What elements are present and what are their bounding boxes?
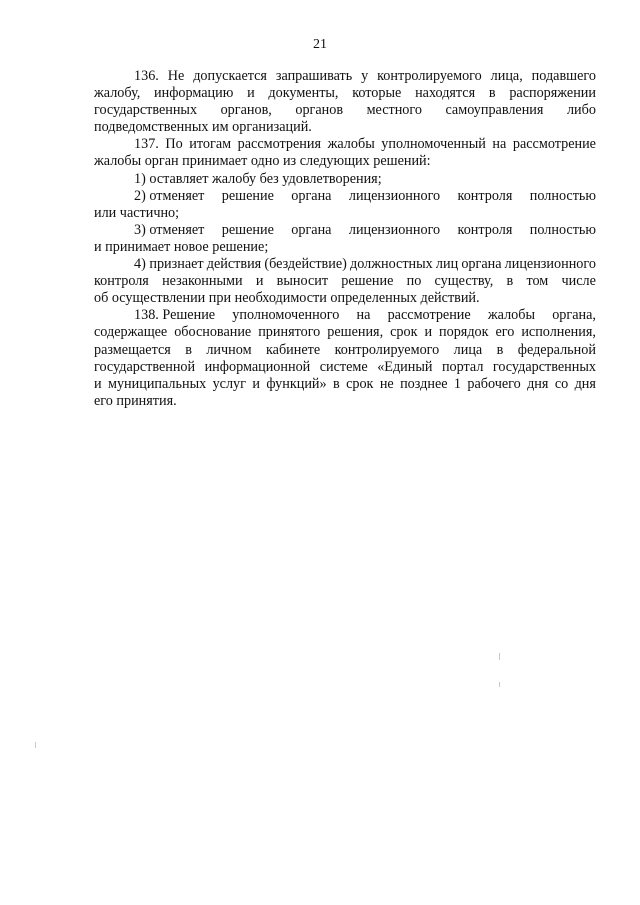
text-word: лица, — [490, 68, 523, 84]
text-word: решение — [221, 221, 274, 238]
text-word: которые — [352, 85, 402, 102]
text-word: и — [424, 324, 433, 341]
text-word: документы, — [268, 85, 339, 102]
text-word: незаконными — [162, 273, 243, 290]
text-word: информацию — [154, 85, 234, 102]
text-word: позднее — [400, 375, 448, 392]
text-word: контроля — [457, 221, 513, 238]
text-word: и принимает новое решение; — [94, 238, 269, 255]
text-word: государственных — [492, 358, 596, 375]
text-word: решение — [221, 187, 274, 204]
text-word: кабинете — [265, 341, 321, 358]
text-word: в — [506, 273, 514, 290]
text-line — [94, 273, 596, 290]
text-word: (бездействие) — [264, 256, 347, 273]
text-word: «Единый — [377, 358, 433, 375]
text-word: По — [165, 136, 183, 153]
text-word: распоряжении — [509, 85, 596, 102]
text-word: жалобы орган принимает одно из следующих решений: — [94, 153, 431, 170]
scan-speck — [499, 653, 500, 660]
text-word: решение — [341, 273, 394, 290]
text-word: лица — [453, 341, 483, 358]
text-line — [94, 239, 596, 256]
text-line — [94, 171, 596, 188]
text-word: его принятия. — [94, 392, 177, 409]
text-word: и — [94, 375, 102, 392]
text-word: федеральной — [517, 341, 596, 358]
text-word: находятся — [415, 85, 476, 102]
text-word: портал — [441, 358, 484, 375]
text-word: органа — [291, 187, 332, 204]
text-word: Не — [167, 68, 185, 84]
text-word: самоуправления — [445, 102, 544, 119]
text-word: органа — [291, 221, 332, 238]
text-word: по — [406, 273, 422, 290]
text-word: уполномоченного — [232, 307, 340, 324]
text-word: рабочего — [467, 375, 521, 392]
text-word: дня — [574, 375, 596, 392]
text-word: государственных — [94, 102, 198, 119]
text-line — [94, 342, 596, 359]
text-word: контроля — [457, 187, 513, 204]
text-word: не — [379, 375, 394, 392]
text-word: полностью — [529, 187, 596, 204]
text-word: в — [488, 85, 496, 102]
text-word: муниципальных — [107, 375, 207, 392]
text-word: 1 — [453, 375, 462, 392]
text-word: запрашивать — [275, 68, 353, 84]
text-word: и — [252, 375, 260, 392]
text-word: существу, — [434, 273, 494, 290]
text-word: лицензионного — [348, 221, 441, 238]
text-line — [94, 119, 596, 136]
text-line — [94, 256, 596, 273]
text-word: системе — [319, 358, 368, 375]
text-word: лиц — [435, 256, 459, 273]
text-word: подведомственных им организаций. — [94, 119, 312, 136]
text-word: итогам — [189, 136, 232, 153]
text-word: лицензионного — [348, 187, 441, 204]
text-line — [94, 359, 596, 376]
text-word: местного — [366, 102, 422, 119]
text-word: органов, — [220, 102, 272, 119]
text-word: рассмотрение — [387, 307, 471, 324]
text-word: лицензионного — [504, 256, 596, 273]
text-line — [94, 188, 596, 205]
text-word: обоснование — [174, 324, 252, 341]
text-line — [94, 290, 596, 307]
text-line — [94, 205, 596, 222]
text-word: решения, — [327, 324, 384, 341]
text-line — [94, 85, 596, 102]
text-word: 136. — [134, 68, 159, 84]
text-word: на — [356, 307, 371, 324]
text-word: допускается — [193, 68, 267, 84]
text-line — [94, 68, 596, 85]
text-line — [94, 136, 596, 153]
text-word: том — [526, 273, 549, 290]
text-word: в — [332, 375, 340, 392]
text-word: жалобы — [487, 307, 536, 324]
text-word: принятого — [258, 324, 321, 341]
text-word: рассмотрение — [512, 136, 596, 153]
text-word: подавшего — [531, 68, 596, 84]
text-word: функций» — [266, 375, 327, 392]
text-word: в — [496, 341, 504, 358]
text-word: личном — [206, 341, 252, 358]
text-word: числе — [561, 273, 596, 290]
text-word: и — [247, 85, 255, 102]
text-word: порядок — [439, 324, 489, 341]
text-word: должностных — [350, 256, 433, 273]
text-line — [94, 324, 596, 341]
scan-speck — [499, 682, 500, 687]
text-word: рассмотрения — [237, 136, 322, 153]
text-line — [94, 307, 596, 324]
text-word: 3) отменяет — [134, 221, 205, 238]
text-word: контроля — [94, 273, 149, 290]
text-word: действия — [206, 256, 262, 273]
text-word: жалобы — [327, 136, 375, 153]
text-word: дня — [527, 375, 549, 392]
text-line — [94, 376, 596, 393]
text-word: 4) признает — [134, 256, 204, 273]
text-word: в — [185, 341, 192, 358]
text-line — [94, 222, 596, 239]
scan-speck — [35, 742, 36, 748]
text-line — [94, 393, 596, 410]
text-line — [94, 153, 596, 170]
text-word: исполнения, — [521, 324, 596, 341]
text-word: органов — [295, 102, 344, 119]
text-word: услуг — [212, 375, 246, 392]
text-word: срок — [346, 375, 374, 392]
text-line — [94, 102, 596, 119]
text-word: 137. — [134, 136, 159, 153]
text-word: у — [361, 68, 369, 84]
text-word: государственной — [94, 358, 196, 375]
text-word: на — [492, 136, 507, 153]
text-word: и — [255, 273, 264, 290]
text-word: органа — [461, 256, 502, 273]
text-word: жалобу, — [94, 85, 141, 102]
text-word: со — [554, 375, 569, 392]
text-word: об осуществлении при необходимости определенных действий. — [94, 290, 480, 307]
text-word: 138. Решение — [134, 307, 216, 324]
text-word: либо — [566, 102, 596, 119]
text-word: или частично; — [94, 204, 180, 221]
text-word: размещается — [94, 341, 171, 358]
text-word: полностью — [529, 221, 596, 238]
text-word: 2) отменяет — [134, 187, 205, 204]
text-word: срок — [390, 324, 418, 341]
text-word: уполномоченный — [381, 136, 486, 153]
text-word: выносит — [276, 273, 329, 290]
text-word: контролируемого — [334, 341, 440, 358]
text-word: содержащее — [94, 324, 168, 341]
text-word: его — [495, 324, 515, 341]
text-word: органа, — [552, 307, 596, 324]
text-word: информационной — [204, 358, 311, 375]
page-number: 21 — [313, 37, 327, 52]
text-word: 1) оставляет жалобу без удовлетворения; — [134, 170, 382, 187]
text-word: контролируемого — [377, 68, 482, 84]
document-body-text — [94, 68, 596, 410]
